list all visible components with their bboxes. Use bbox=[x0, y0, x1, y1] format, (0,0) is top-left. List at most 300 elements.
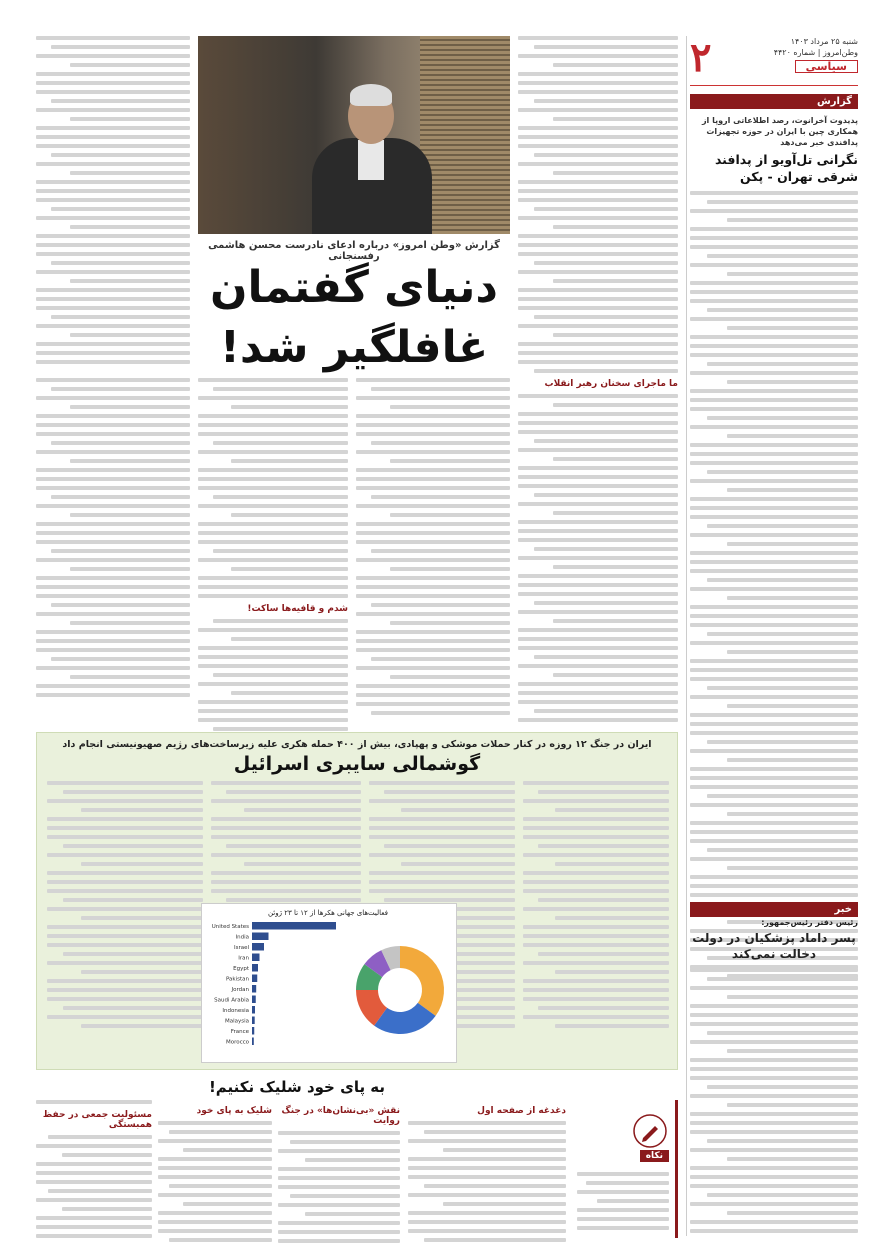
text-line bbox=[690, 335, 858, 339]
text-line bbox=[707, 470, 858, 474]
text-line bbox=[356, 612, 510, 616]
text-line bbox=[401, 808, 515, 812]
text-line bbox=[727, 1049, 858, 1053]
text-line bbox=[231, 405, 348, 409]
text-line bbox=[70, 333, 190, 337]
text-line bbox=[518, 691, 678, 695]
text-line bbox=[534, 439, 678, 443]
text-line bbox=[198, 585, 348, 589]
text-line bbox=[518, 412, 678, 416]
text-line bbox=[518, 682, 678, 686]
text-line bbox=[47, 781, 203, 785]
text-line bbox=[36, 252, 190, 256]
text-line bbox=[534, 207, 678, 211]
text-line bbox=[231, 567, 348, 571]
text-line bbox=[356, 585, 510, 589]
text-line bbox=[690, 1175, 858, 1179]
text-line bbox=[70, 675, 190, 679]
text-line bbox=[36, 72, 190, 76]
text-line bbox=[523, 961, 669, 965]
text-line bbox=[278, 1185, 400, 1189]
text-line bbox=[690, 968, 858, 972]
subheading: ما ماجرای سخنان رهبر انقلاب bbox=[544, 379, 678, 389]
text-line bbox=[36, 351, 190, 355]
text-line bbox=[443, 1202, 566, 1206]
text-line bbox=[518, 574, 678, 578]
text-line bbox=[198, 594, 348, 598]
text-line bbox=[690, 1202, 858, 1206]
text-line bbox=[36, 243, 190, 247]
chart-bar bbox=[252, 943, 264, 951]
text-line bbox=[690, 857, 858, 861]
text-line bbox=[36, 126, 190, 130]
text-line bbox=[577, 1190, 669, 1194]
text-line bbox=[47, 943, 203, 947]
text-line bbox=[727, 434, 858, 438]
text-line bbox=[51, 387, 190, 391]
text-line bbox=[577, 1226, 669, 1230]
text-line bbox=[727, 1211, 858, 1215]
chart-bar bbox=[252, 964, 258, 972]
text-line bbox=[518, 189, 678, 193]
text-line bbox=[690, 1040, 858, 1044]
text-line bbox=[290, 1194, 400, 1198]
chart-pie-slice bbox=[400, 946, 444, 1016]
text-line bbox=[518, 421, 678, 425]
text-line bbox=[278, 1203, 400, 1207]
text-line bbox=[356, 432, 510, 436]
text-line bbox=[518, 538, 678, 542]
text-line bbox=[690, 623, 858, 627]
text-line bbox=[518, 234, 678, 238]
issue-number: وطن‌امروز | شماره ۴۴۲۰ bbox=[773, 48, 858, 57]
text-line bbox=[356, 630, 510, 634]
text-line bbox=[81, 970, 203, 974]
text-line bbox=[690, 668, 858, 672]
text-line bbox=[727, 704, 858, 708]
text-line bbox=[690, 281, 858, 285]
text-line bbox=[707, 848, 858, 852]
main-story-supertitle: گزارش «وطن امروز» درباره ادعای نادرست محسن هاشمی رفسنجانی bbox=[208, 240, 500, 262]
text-line bbox=[408, 1157, 566, 1161]
text-line bbox=[690, 479, 858, 483]
text-line bbox=[36, 198, 190, 202]
text-line bbox=[36, 1162, 152, 1166]
text-line bbox=[727, 272, 858, 276]
text-line bbox=[690, 713, 858, 717]
text-line bbox=[36, 423, 190, 427]
text-line bbox=[198, 504, 348, 508]
text-line bbox=[408, 1220, 566, 1224]
text-line bbox=[523, 871, 669, 875]
text-line bbox=[356, 477, 510, 481]
main-story-col-3 bbox=[198, 378, 348, 736]
subheading: دغدغه از صفحه اول bbox=[477, 1106, 566, 1116]
text-line bbox=[158, 1166, 272, 1170]
text-line bbox=[523, 889, 669, 893]
text-line bbox=[63, 844, 203, 848]
text-line bbox=[369, 853, 515, 857]
text-line bbox=[356, 396, 510, 400]
photo-person bbox=[308, 76, 428, 234]
main-story-col-1 bbox=[518, 36, 678, 727]
text-line bbox=[518, 198, 678, 202]
text-line bbox=[169, 1184, 272, 1188]
text-line bbox=[690, 371, 858, 375]
text-line bbox=[534, 369, 678, 373]
text-line bbox=[36, 1225, 152, 1229]
text-line bbox=[690, 1094, 858, 1098]
text-line bbox=[36, 81, 190, 85]
text-line bbox=[356, 684, 510, 688]
bottom-col-3 bbox=[158, 1100, 272, 1243]
text-line bbox=[523, 826, 669, 830]
text-line bbox=[727, 488, 858, 492]
text-line bbox=[81, 916, 203, 920]
box-col-1 bbox=[523, 781, 669, 1033]
text-line bbox=[390, 513, 510, 517]
text-line bbox=[305, 1212, 400, 1216]
chart-category-label: Morocco bbox=[225, 1039, 249, 1046]
text-line bbox=[707, 740, 858, 744]
text-line bbox=[158, 1139, 272, 1143]
text-line bbox=[81, 808, 203, 812]
text-line bbox=[538, 952, 669, 956]
text-line bbox=[523, 817, 669, 821]
text-line bbox=[213, 619, 348, 623]
text-line bbox=[523, 907, 669, 911]
text-line bbox=[690, 1166, 858, 1170]
text-line bbox=[158, 1220, 272, 1224]
text-line bbox=[518, 646, 678, 650]
text-line bbox=[518, 135, 678, 139]
chart-bar bbox=[252, 975, 257, 983]
text-line bbox=[727, 995, 858, 999]
text-line bbox=[70, 225, 190, 229]
text-line bbox=[169, 1130, 272, 1134]
text-line bbox=[707, 362, 858, 366]
text-line bbox=[690, 731, 858, 735]
text-line bbox=[518, 288, 678, 292]
text-line bbox=[356, 576, 510, 580]
text-line bbox=[553, 457, 678, 461]
chart-title: فعالیت‌های جهانی هکرها از ۱۲ تا ۲۳ ژوئن bbox=[267, 909, 389, 917]
text-line bbox=[727, 812, 858, 816]
text-line bbox=[518, 90, 678, 94]
text-line bbox=[707, 578, 858, 582]
text-line bbox=[371, 549, 510, 553]
text-line bbox=[36, 360, 190, 364]
text-line bbox=[369, 880, 515, 884]
text-line bbox=[390, 567, 510, 571]
text-line bbox=[356, 504, 510, 508]
text-line bbox=[244, 862, 361, 866]
text-line bbox=[727, 1103, 858, 1107]
text-line bbox=[538, 844, 669, 848]
text-line bbox=[597, 1199, 669, 1203]
text-line bbox=[211, 799, 361, 803]
text-line bbox=[553, 403, 678, 407]
text-line bbox=[518, 180, 678, 184]
text-line bbox=[408, 1139, 566, 1143]
text-line bbox=[518, 430, 678, 434]
text-line bbox=[371, 387, 510, 391]
box-title: گوشمالی سایبری اسرائیل bbox=[233, 753, 481, 775]
text-line bbox=[198, 531, 348, 535]
text-line bbox=[356, 468, 510, 472]
text-line bbox=[577, 1217, 669, 1221]
text-line bbox=[518, 297, 678, 301]
text-line bbox=[518, 448, 678, 452]
chart-bar bbox=[252, 1006, 255, 1014]
text-line bbox=[356, 414, 510, 418]
text-line bbox=[518, 72, 678, 76]
text-line bbox=[518, 36, 678, 40]
text-line bbox=[369, 889, 515, 893]
text-line bbox=[518, 592, 678, 596]
text-line bbox=[47, 934, 203, 938]
text-line bbox=[213, 549, 348, 553]
text-line bbox=[553, 619, 678, 623]
text-line bbox=[198, 718, 348, 722]
text-line bbox=[36, 144, 190, 148]
text-line bbox=[690, 515, 858, 519]
text-line bbox=[356, 702, 510, 706]
text-line bbox=[36, 54, 190, 58]
text-line bbox=[690, 497, 858, 501]
chart-bar bbox=[252, 933, 269, 941]
text-line bbox=[690, 884, 858, 888]
text-line bbox=[690, 317, 858, 321]
text-line bbox=[226, 790, 361, 794]
chart-category-label: Malaysia bbox=[224, 1018, 249, 1025]
report-supertitle: پدیدوت آخرانوت، رصد اطلاعاتی اروپا از همکاری چین با ایران در حوزه تجهیزات پدافندی خبر می‌دهد bbox=[701, 116, 858, 147]
text-line bbox=[47, 835, 203, 839]
text-line bbox=[690, 461, 858, 465]
chart-category-label: Indonesia bbox=[222, 1008, 249, 1014]
text-line bbox=[36, 540, 190, 544]
text-line bbox=[211, 826, 361, 830]
text-line bbox=[278, 1239, 400, 1243]
text-line bbox=[690, 677, 858, 681]
text-line bbox=[36, 504, 190, 508]
text-line bbox=[231, 637, 348, 641]
text-line bbox=[707, 1139, 858, 1143]
text-line bbox=[518, 556, 678, 560]
text-line bbox=[727, 758, 858, 762]
chart-bar bbox=[252, 954, 260, 962]
text-line bbox=[553, 63, 678, 67]
masthead bbox=[690, 36, 858, 86]
text-line bbox=[690, 1022, 858, 1026]
text-line bbox=[198, 414, 348, 418]
text-line bbox=[36, 648, 190, 652]
text-line bbox=[198, 576, 348, 580]
text-line bbox=[36, 576, 190, 580]
text-line bbox=[690, 893, 858, 897]
main-headline bbox=[198, 258, 510, 378]
text-line bbox=[690, 290, 858, 294]
text-line bbox=[534, 153, 678, 157]
column-divider bbox=[686, 36, 687, 1236]
text-line bbox=[707, 308, 858, 312]
text-line bbox=[690, 1148, 858, 1152]
page-number: ۲ bbox=[690, 34, 712, 81]
text-line bbox=[356, 639, 510, 643]
text-line bbox=[555, 1024, 669, 1028]
text-line bbox=[36, 477, 190, 481]
text-line bbox=[690, 776, 858, 780]
text-line bbox=[211, 817, 361, 821]
masthead-meta bbox=[774, 36, 858, 73]
text-line bbox=[62, 1153, 152, 1157]
text-line bbox=[408, 1166, 566, 1170]
text-line bbox=[231, 513, 348, 517]
text-line bbox=[62, 1207, 152, 1211]
text-line bbox=[523, 853, 669, 857]
text-line bbox=[36, 1198, 152, 1202]
main-photo bbox=[198, 36, 510, 234]
text-line bbox=[443, 1148, 566, 1152]
subheading: شلیک به پای خود bbox=[196, 1106, 272, 1116]
text-line bbox=[36, 1180, 152, 1184]
text-line bbox=[51, 657, 190, 661]
text-line bbox=[183, 1148, 272, 1152]
text-line bbox=[707, 1031, 858, 1035]
text-line bbox=[198, 450, 348, 454]
text-line bbox=[534, 655, 678, 659]
text-line bbox=[198, 655, 348, 659]
text-line bbox=[36, 270, 190, 274]
text-line bbox=[36, 612, 190, 616]
text-line bbox=[518, 126, 678, 130]
text-line bbox=[690, 1229, 858, 1233]
chart-bar bbox=[252, 996, 256, 1004]
text-line bbox=[211, 871, 361, 875]
issue-date: شنبه ۲۵ مرداد ۱۴۰۳ bbox=[790, 37, 858, 46]
text-line bbox=[518, 360, 678, 364]
text-line bbox=[47, 961, 203, 965]
text-line bbox=[707, 686, 858, 690]
text-line bbox=[553, 279, 678, 283]
text-line bbox=[534, 547, 678, 551]
text-line bbox=[690, 767, 858, 771]
text-line bbox=[158, 1175, 272, 1179]
text-line bbox=[538, 1006, 669, 1010]
text-line bbox=[408, 1211, 566, 1215]
text-line bbox=[408, 1175, 566, 1179]
text-line bbox=[553, 333, 678, 337]
text-line bbox=[538, 898, 669, 902]
text-line bbox=[356, 648, 510, 652]
text-line bbox=[70, 459, 190, 463]
text-line bbox=[198, 558, 348, 562]
text-line bbox=[36, 189, 190, 193]
text-line bbox=[523, 979, 669, 983]
text-line bbox=[727, 596, 858, 600]
text-line bbox=[36, 1100, 152, 1104]
text-line bbox=[47, 817, 203, 821]
text-line bbox=[690, 452, 858, 456]
text-line bbox=[518, 664, 678, 668]
text-line bbox=[231, 691, 348, 695]
text-line bbox=[47, 925, 203, 929]
text-line bbox=[727, 542, 858, 546]
text-line bbox=[523, 1015, 669, 1019]
text-line bbox=[555, 862, 669, 866]
text-line bbox=[158, 1193, 272, 1197]
text-line bbox=[690, 227, 858, 231]
chart-category-label: India bbox=[235, 934, 249, 941]
text-line bbox=[211, 835, 361, 839]
text-line bbox=[36, 108, 190, 112]
main-story-col-left-2 bbox=[36, 378, 190, 702]
text-line bbox=[211, 853, 361, 857]
text-line bbox=[518, 610, 678, 614]
text-line bbox=[518, 108, 678, 112]
text-line bbox=[36, 1171, 152, 1175]
text-line bbox=[727, 650, 858, 654]
text-line bbox=[518, 243, 678, 247]
text-line bbox=[36, 684, 190, 688]
text-line bbox=[158, 1229, 272, 1233]
text-line bbox=[534, 261, 678, 265]
chart-category-label: France bbox=[230, 1029, 249, 1035]
report-label: گزارش bbox=[690, 94, 858, 109]
subheading: شدم و قافیه‌ها ساکت! bbox=[247, 604, 348, 614]
text-line bbox=[534, 493, 678, 497]
text-line bbox=[36, 234, 190, 238]
text-line bbox=[518, 700, 678, 704]
text-line bbox=[707, 1193, 858, 1197]
text-line bbox=[371, 603, 510, 607]
text-line bbox=[727, 380, 858, 384]
text-line bbox=[198, 396, 348, 400]
text-line bbox=[518, 628, 678, 632]
text-line bbox=[534, 315, 678, 319]
text-line bbox=[553, 673, 678, 677]
text-line bbox=[518, 475, 678, 479]
text-line bbox=[384, 898, 515, 902]
text-line bbox=[534, 709, 678, 713]
text-line bbox=[408, 1193, 566, 1197]
headline-line-2: غافلگیر شد! bbox=[219, 322, 489, 373]
subheading: مسئولیت جمعی در حفظ همبستگی bbox=[42, 1110, 152, 1130]
text-line bbox=[727, 218, 858, 222]
text-line bbox=[555, 808, 669, 812]
text-line bbox=[36, 450, 190, 454]
text-line bbox=[36, 486, 190, 490]
report-body bbox=[690, 191, 858, 978]
text-line bbox=[690, 1121, 858, 1125]
text-line bbox=[690, 398, 858, 402]
text-line bbox=[523, 997, 669, 1001]
text-line bbox=[36, 522, 190, 526]
text-line bbox=[538, 790, 669, 794]
text-line bbox=[690, 236, 858, 240]
text-line bbox=[47, 997, 203, 1001]
text-line bbox=[369, 826, 515, 830]
text-line bbox=[158, 1211, 272, 1215]
news-body bbox=[690, 968, 858, 1238]
text-line bbox=[244, 808, 361, 812]
text-line bbox=[183, 1202, 272, 1206]
text-line bbox=[47, 889, 203, 893]
text-line bbox=[690, 209, 858, 213]
chart-category-label: Jordan bbox=[231, 987, 249, 993]
text-line bbox=[356, 666, 510, 670]
text-line bbox=[278, 1176, 400, 1180]
